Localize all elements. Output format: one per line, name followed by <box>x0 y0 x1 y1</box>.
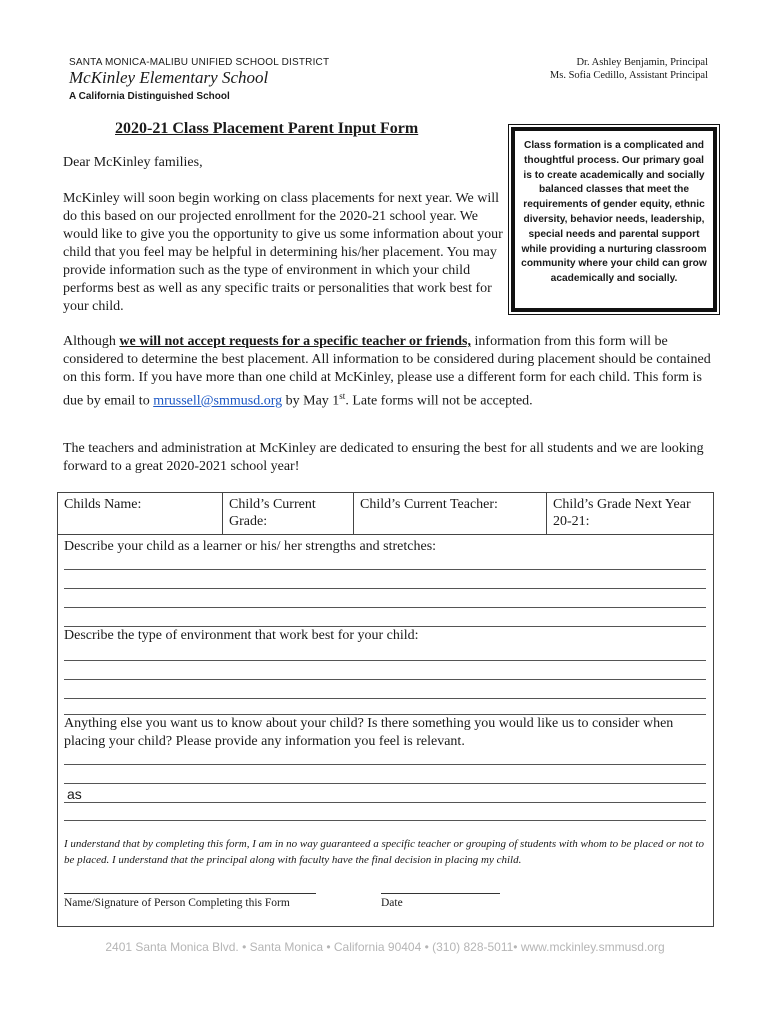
next-grade-field[interactable]: Child’s Grade Next Year 20-21: <box>553 497 691 529</box>
district-name: SANTA MONICA-MALIBU UNIFIED SCHOOL DISTRICT <box>69 57 330 68</box>
answer-line[interactable] <box>64 607 706 608</box>
environment-question: Describe the type of environment that work best for your child: <box>64 628 419 643</box>
instructions-paragraph <box>63 333 713 411</box>
intro-paragraph: McKinley will soon begin working on class placements for next year. We will do this based on our projected enrollment for the 2020-21 school year. We would like to give you the opportunity to give us some information about your child that you feel may be helpful in determining his/her placement. You may provide information such as the type of environment in which your child performs best as well as any specific traits or personalities that work best for your child. <box>63 191 503 314</box>
no-requests-notice: we will not accept requests for a specific teacher or friends, <box>119 334 472 349</box>
callout-box: Class formation is a complicated and thoughtful process. Our primary goal is to create academically and socially balanced classes that meet the requirements of gender equity, ethnic diversity, behavior needs, leadership, special needs and parental support while providing a nurturing classroom community where your child can grow academically and socially. <box>511 127 717 312</box>
email-link[interactable]: mrussell@smmusd.org <box>153 393 283 409</box>
additional-info-question: Anything else you want us to know about your child? Is there something you would like us to consider when placing your child? Please provide any information you feel is relevant. <box>64 716 674 749</box>
answer-line[interactable] <box>64 588 706 589</box>
answer-line[interactable] <box>64 764 706 765</box>
principal-name: Dr. Ashley Benjamin, Principal <box>576 57 708 68</box>
answer-line[interactable] <box>64 679 706 680</box>
date-line[interactable] <box>381 893 500 894</box>
closing-paragraph: The teachers and administration at McKinley are dedicated to ensuring the best for all students and we are looking forward to a great 2020-2021 school year! <box>63 441 704 474</box>
acknowledgement-text: I understand that by completing this form, I am in no way guaranteed a specific teacher or grouping of students with whom to be placed or not to be placed. I understand that the principal along with faculty have the final decision in placing my child. <box>64 838 704 866</box>
learner-question: Describe your child as a learner or his/ her strengths and stretches: <box>64 539 437 554</box>
current-teacher-field[interactable]: Child’s Current Teacher: <box>354 493 547 534</box>
answer-line[interactable] <box>64 783 706 784</box>
para2-end: . Late forms will not be accepted. <box>345 393 533 409</box>
answer-line[interactable] <box>64 698 706 699</box>
answer-line[interactable] <box>64 569 706 570</box>
signature-line[interactable] <box>64 893 316 894</box>
para2-start: Although <box>63 334 120 349</box>
answer-line[interactable] <box>64 660 706 661</box>
school-distinction: A California Distinguished School <box>69 91 230 102</box>
assistant-principal-name: Ms. Sofia Cedillo, Assistant Principal <box>549 70 708 81</box>
child-info-row <box>58 493 713 535</box>
para2-sup: st <box>339 391 346 401</box>
signature-label: Name/Signature of Person Completing this Form <box>64 897 290 909</box>
additional-info-answer[interactable]: as <box>67 786 82 802</box>
current-grade-field[interactable]: Child’s Current Grade: <box>223 493 354 534</box>
input-form-table <box>57 492 714 927</box>
administrators <box>550 56 708 82</box>
answer-line[interactable] <box>64 802 706 803</box>
para2-due: by May 1 <box>282 393 340 409</box>
answer-line[interactable] <box>64 820 706 821</box>
para2-mid: information from this form will be considered to determine the best placement. All information to be considered during placement should be contained on this form. If you have more than one child at McKinley, please use a different form for each child. This form is due by email to <box>63 334 711 409</box>
salutation: Dear McKinley families, <box>63 155 203 170</box>
date-label: Date <box>381 897 403 909</box>
form-title: 2020-21 Class Placement Parent Input Form <box>115 120 419 137</box>
school-name: McKinley Elementary School <box>69 68 269 87</box>
footer-address: 2401 Santa Monica Blvd. • Santa Monica • California 90404 • (310) 828-5011• www.mckinley.smmusd.org <box>105 940 665 954</box>
childs-name-field[interactable]: Childs Name: <box>58 493 223 534</box>
